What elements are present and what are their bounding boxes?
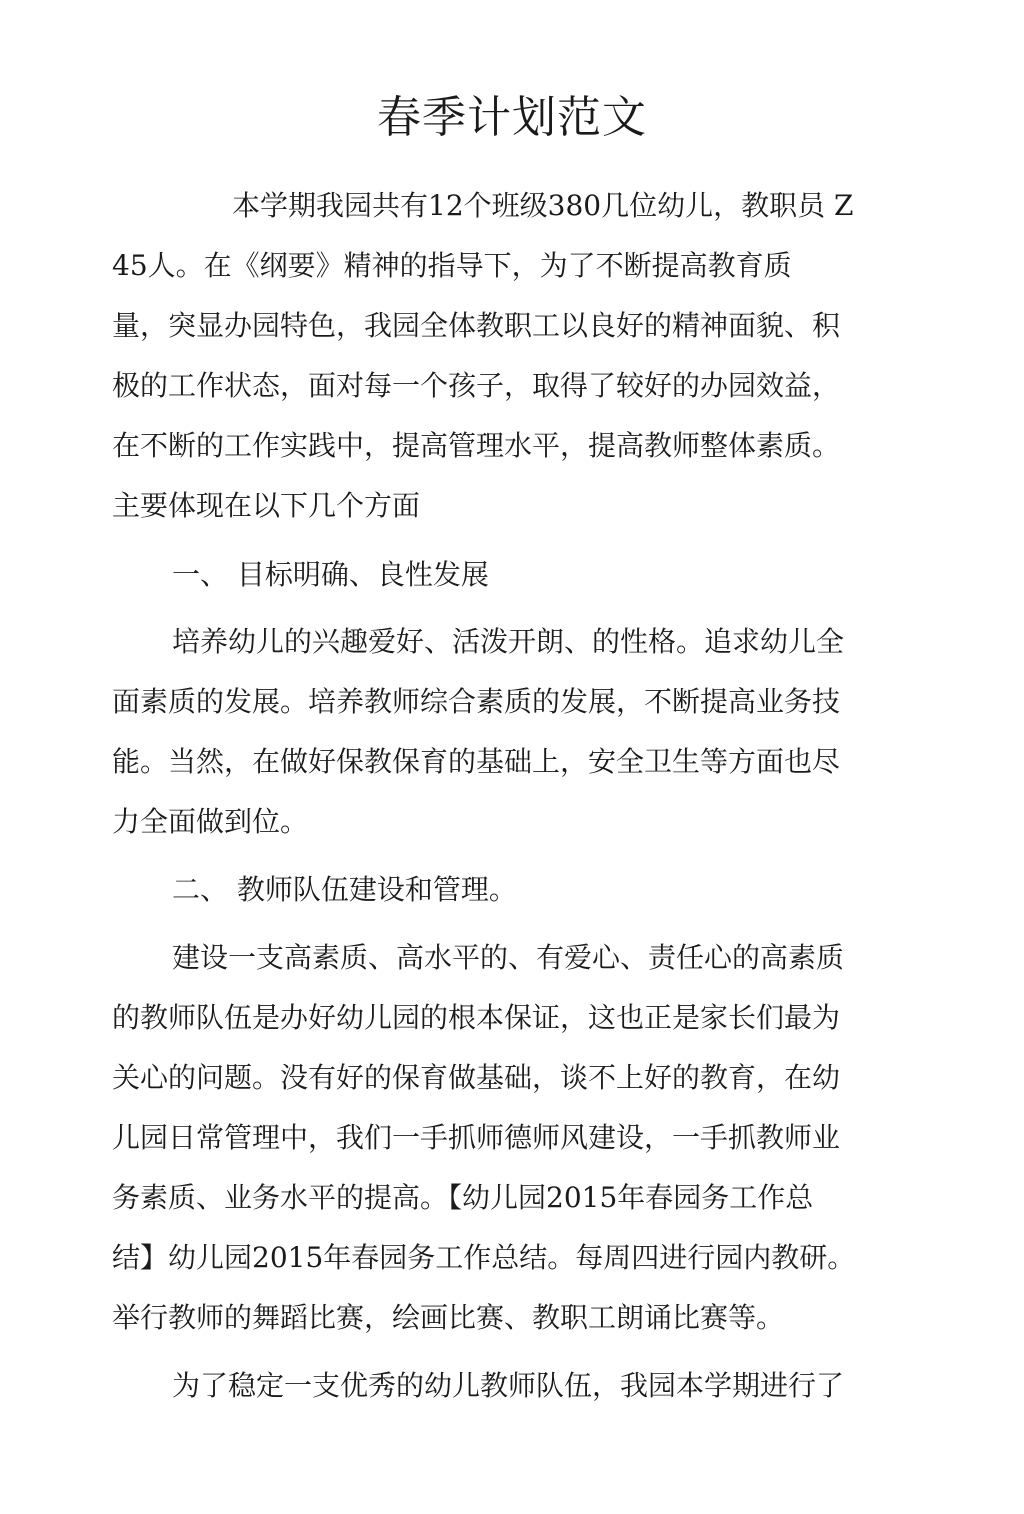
paragraph-1-line-1: 本学期我园共有12个班级380几位幼儿，教职员 Z	[232, 189, 854, 222]
paragraph-3-line-3: 关心的问题。没有好的保育做基础，谈不上好的教育，在幼	[112, 1061, 841, 1094]
paragraph-3-line-7: 举行教师的舞蹈比赛，绘画比赛、教职工朗诵比赛等。	[112, 1301, 785, 1334]
paragraph-3-line-5: 务素质、业务水平的提高。【幼儿园2015年春园务工作总	[112, 1181, 814, 1214]
paragraph-1-line-5: 在不断的工作实践中，提高管理水平，提高教师整体素质。	[112, 429, 841, 462]
paragraph-1-line-4: 极的工作状态，面对每一个孩子，取得了较好的办园效益，	[112, 369, 841, 402]
paragraph-3-line-1: 建设一支高素质、高水平的、有爱心、责任心的高素质	[172, 941, 845, 974]
paragraph-3-line-4: 儿园日常管理中，我们一手抓师德师风建设，一手抓教师业	[112, 1121, 841, 1154]
paragraph-2-line-1: 培养幼儿的兴趣爱好、活泼开朗、的性格。追求幼儿全	[172, 625, 845, 658]
paragraph-3-line-6: 结】幼儿园2015年春园务工作总结。每周四进行园内教研。	[112, 1241, 856, 1274]
paragraph-4-line-1: 为了稳定一支优秀的幼儿教师队伍，我园本学期进行了	[172, 1369, 845, 1402]
section-heading-2: 二、 教师队伍建设和管理。	[172, 873, 517, 906]
document-title: 春季计划范文	[377, 92, 647, 143]
paragraph-1-line-6: 主要体现在以下几个方面	[112, 489, 421, 522]
paragraph-2-line-3: 能。当然，在做好保教保育的基础上，安全卫生等方面也尽	[112, 745, 841, 778]
paragraph-1-line-2: 45人。在《纲要》精神的指导下，为了不断提高教育质	[112, 249, 792, 282]
paragraph-1-line-3: 量，突显办园特色，我园全体教职工以良好的精神面貌、积	[112, 309, 841, 342]
section-heading-1: 一、 目标明确、良性发展	[172, 558, 489, 591]
paragraph-3-line-2: 的教师队伍是办好幼儿园的根本保证，这也正是家长们最为	[112, 1001, 841, 1034]
paragraph-2-line-4: 力全面做到位。	[112, 805, 309, 838]
paragraph-2-line-2: 面素质的发展。培养教师综合素质的发展，不断提高业务技	[112, 685, 841, 718]
